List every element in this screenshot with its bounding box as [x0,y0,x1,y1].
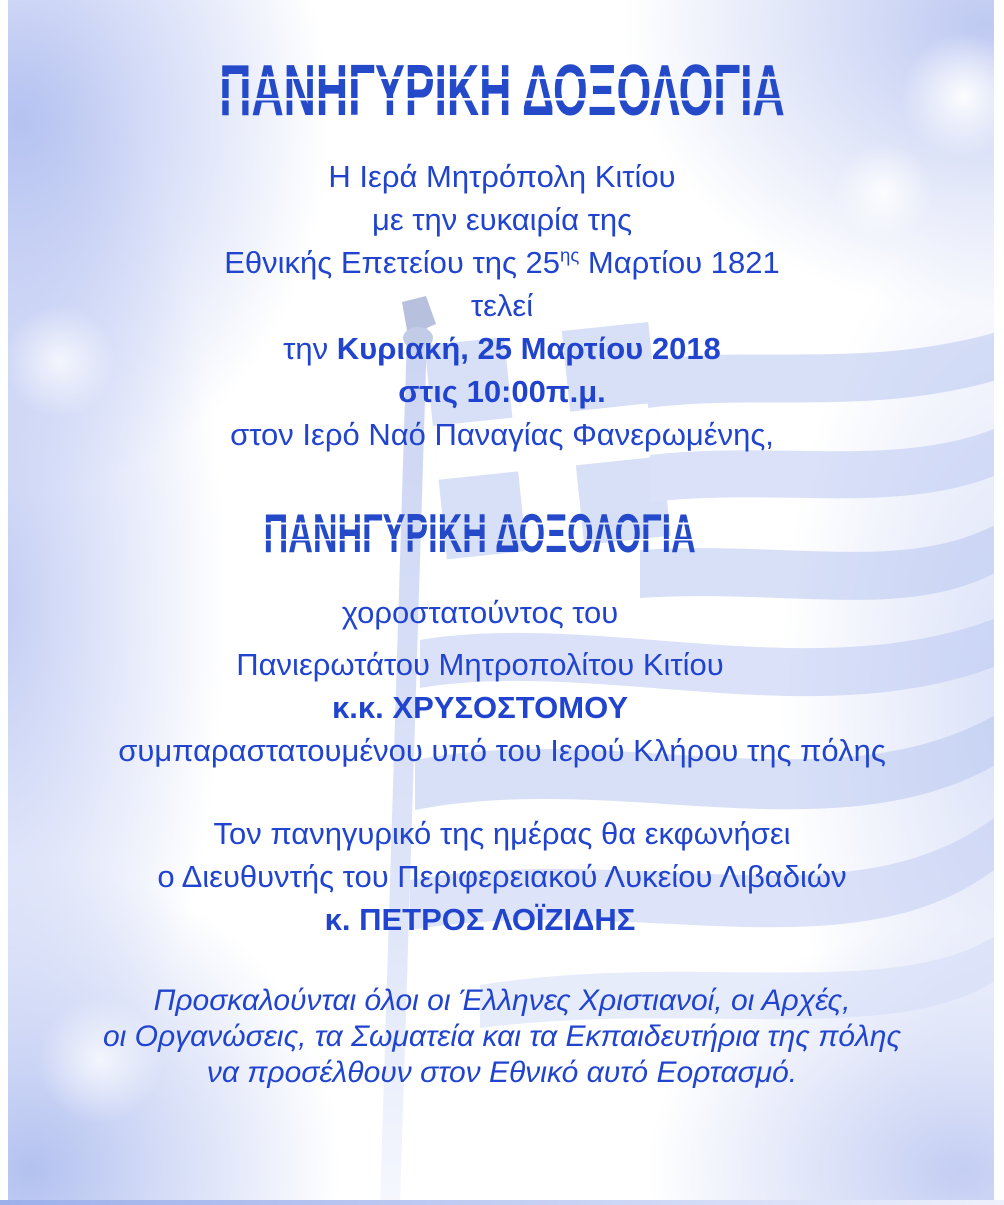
date-prefix: την [283,331,337,366]
speaker-name-text: κ. ΠΕΤΡΟΣ ΛΟΪΖΙΔΗΣ [324,902,636,937]
celebrant-title-line: Πανιερωτάτου Μητροπολίτου Κιτίου [236,647,724,682]
event-details-block [0,155,1004,456]
anniversary-year: Μαρτίου 1821 [579,245,780,280]
speaker-block [0,812,1004,941]
anniversary-text: Εθνικής Επετείου της 25 [224,245,560,280]
speaker-name [0,898,982,941]
celebrant-name-text: κ.κ. ΧΡΥΣΟΣΤΟΜΟΥ [332,690,628,725]
date-line [0,327,1004,370]
time-line [0,370,1004,413]
anniversary-line [0,241,1004,284]
celebrant-block [0,591,1004,772]
invitation-line-2: οι Οργανώσεις, τα Σωματεία και τα Εκπαιδευτήρια της πόλης [102,1020,902,1053]
occasion-line: με την ευκαιρία της [371,202,633,237]
clergy-line: συμπαραστατουμένου υπό του Ιερού Κλήρου της πόλης [118,733,886,768]
main-title: ΠΑΝΗΓΥΡΙΚΗ ΔΟΞΟΛΟΓΙΑ [191,55,813,127]
celebrant-intro-line: χοροστατούντος του [341,595,619,630]
speaker-title-line: ο Διευθυντής του Περιφερειακού Λυκείου Λιβαδιών [157,859,847,894]
invitation-line-1: Προσκαλούνται όλοι οι Έλληνες Χριστιανοί, οι Αρχές, [153,984,851,1017]
time-value: στις 10:00π.μ. [398,374,606,409]
ordinal-suffix: ης [559,244,580,266]
date-value: Κυριακή, 25 Μαρτίου 2018 [336,331,721,366]
speech-intro-line: Τον πανηγυρικό της ημέρας θα εκφωνήσει [213,816,791,851]
secondary-title: ΠΑΝΗΓΥΡΙΚΗ ΔΟΞΟΛΟΓΙΑ [168,506,790,561]
venue-line: στον Ιερό Ναό Παναγίας Φανερωμένης, [230,417,774,452]
invitation-line-3: να προσέλθουν στον Εθνικό αυτό Εορτασμό. [206,1056,798,1089]
verb-line: τελεί [470,288,534,323]
celebrant-name [0,686,982,729]
organizer-line: Η Ιερά Μητρόπολη Κιτίου [328,159,676,194]
invitation-block [0,983,1004,1091]
